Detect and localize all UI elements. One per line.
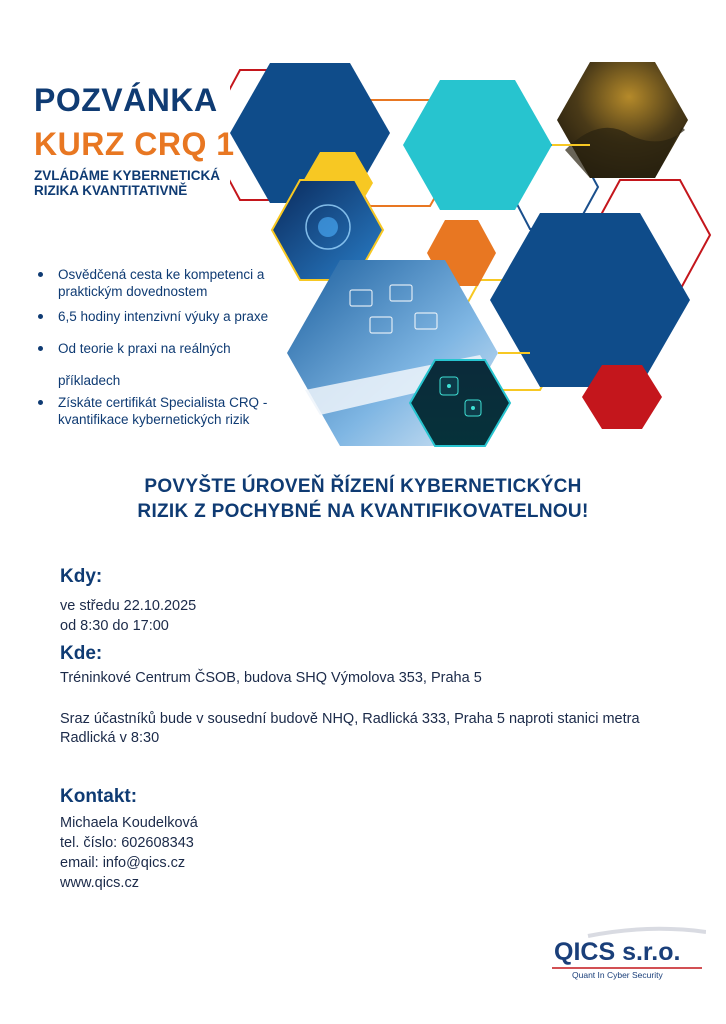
when-date: ve středu 22.10.2025 (60, 598, 197, 614)
hex-navy-large (490, 213, 690, 387)
when-time: od 8:30 do 17:00 (60, 618, 169, 634)
logo-tagline: Quant In Cyber Security (572, 970, 663, 980)
benefit-item: 6,5 hodiny intenzivní výuky a praxe (36, 308, 298, 325)
when-label: Kdy: (60, 566, 103, 587)
benefit-item: Získáte certifikát Specialista CRQ - kvantifikace kybernetických rizik (36, 394, 298, 428)
headline-line2: RIZIK Z POCHYBNÉ NA KVANTIFIKOVATELNOU! (137, 501, 589, 522)
where-meeting: Sraz účastníků bude v sousední budově NHQ, Radlická 333, Praha 5 naproti stanici metra Radlická v 8:30 (60, 711, 640, 746)
headline (0, 474, 726, 524)
hexagon-collage (230, 55, 726, 475)
benefit-item-continued: příkladech (58, 373, 121, 388)
where-address: Tréninkové Centrum ČSOB, budova SHQ Výmolova 353, Praha 5 (60, 670, 482, 686)
where-label: Kde: (60, 643, 103, 664)
contact-email[interactable]: email: info@qics.cz (60, 855, 186, 871)
contact-phone: tel. číslo: 602608343 (60, 835, 194, 851)
contact-website[interactable]: www.qics.cz (60, 875, 139, 891)
dice-pip-2 (471, 406, 475, 410)
company-logo (548, 926, 706, 982)
invitation-title: POZVÁNKA (34, 82, 218, 118)
benefit-item: Osvědčená cesta ke kompetenci a praktickým dovednostem (36, 266, 298, 300)
bullet-dot (38, 314, 43, 319)
bullet-dot (38, 346, 43, 351)
contact-label: Kontakt: (60, 786, 138, 807)
benefit-item: Od teorie k praxi na reálných (36, 340, 298, 357)
headline-line1: POVYŠTE ÚROVEŇ ŘÍZENÍ KYBERNETICKÝCH (144, 476, 582, 497)
logo-name: QICS s.r.o. (554, 938, 681, 966)
dice-pip (447, 384, 451, 388)
course-title: KURZ CRQ 1 (34, 126, 235, 162)
course-subtitle-line2: RIZIKA KVANTITATIVNĚ (34, 183, 188, 198)
contact-name: Michaela Koudelková (60, 815, 198, 831)
course-subtitle-line1: ZVLÁDÁME KYBERNETICKÁ (34, 168, 221, 183)
bullet-dot (38, 272, 43, 277)
tech-glow-inner (318, 217, 338, 237)
bullet-dot (38, 400, 43, 405)
